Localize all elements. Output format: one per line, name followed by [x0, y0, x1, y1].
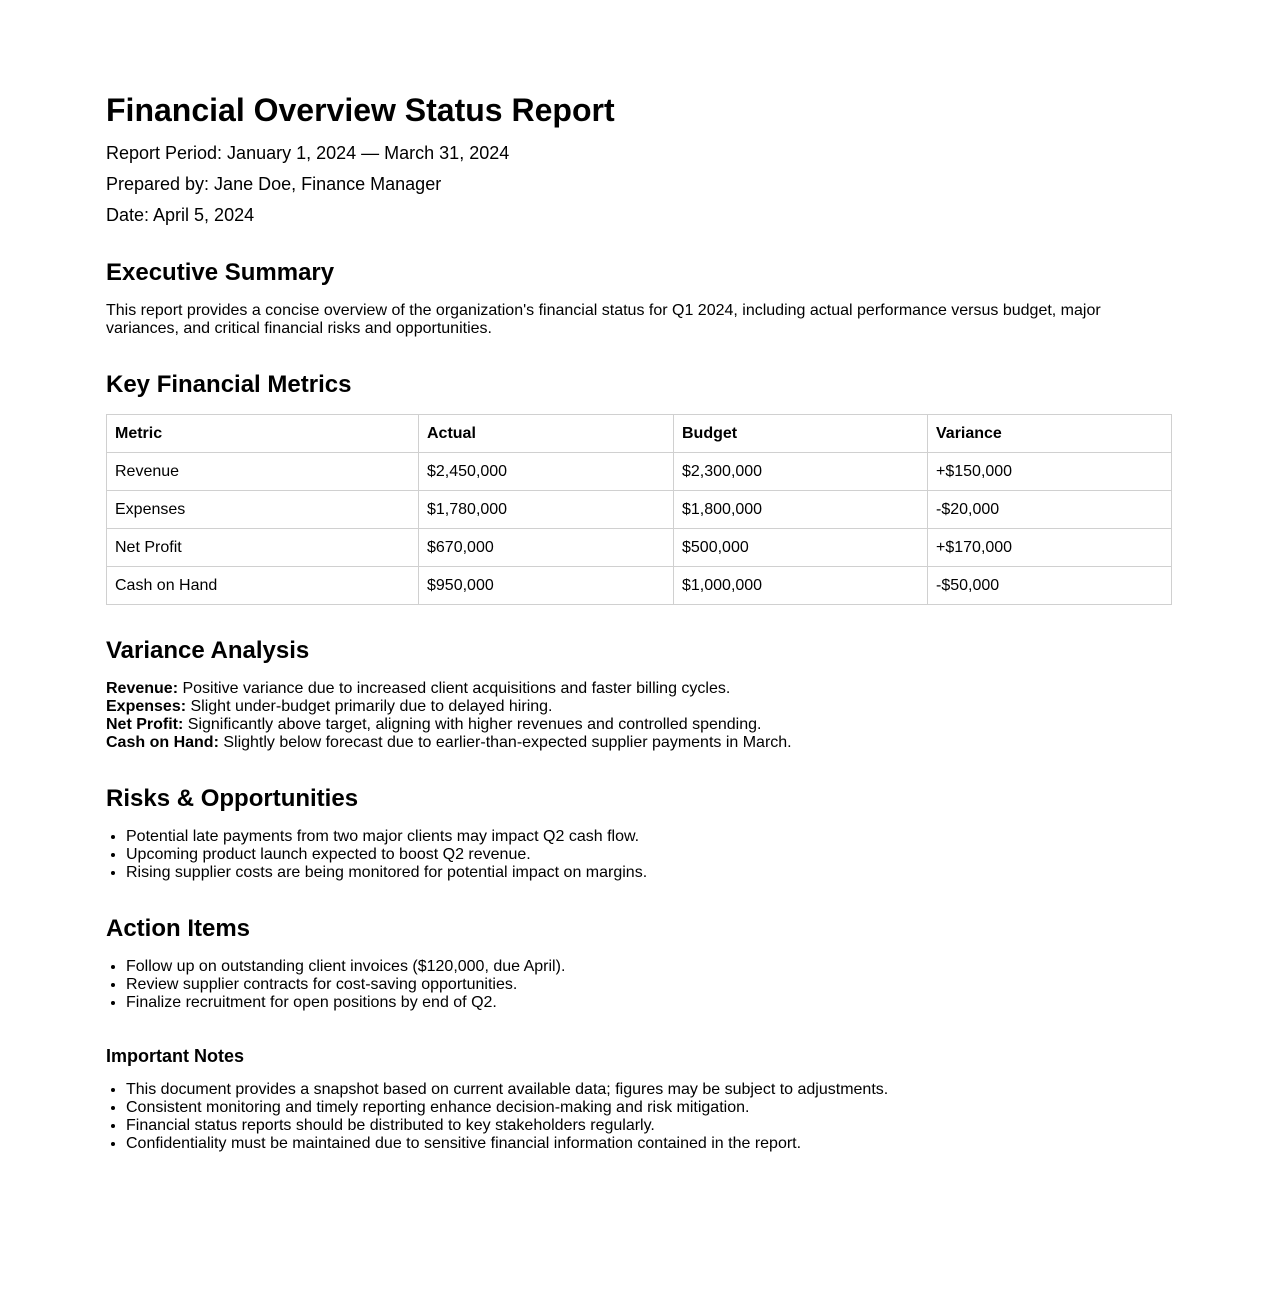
budget-cell: $1,000,000 [674, 567, 928, 605]
metric-name-cell: Net Profit [107, 529, 419, 567]
action-items-list [106, 958, 1172, 1012]
variance-item-revenue [106, 680, 1172, 698]
important-notes-section [106, 1045, 1172, 1153]
risks-opportunities-heading: Risks & Opportunities [106, 785, 359, 812]
variance-text: Significantly above target, aligning with higher revenues and controlled spending. [183, 716, 762, 733]
actual-cell: $950,000 [419, 567, 674, 605]
important-notes-list [106, 1081, 1172, 1153]
list-item: • Follow up on outstanding client invoices ($120,000, due April). [126, 958, 1172, 976]
metric-name-cell: Revenue [107, 453, 419, 491]
actual-cell: $1,780,000 [419, 491, 674, 529]
variance-analysis-section [106, 637, 1172, 752]
variance-label: Net Profit: [106, 716, 184, 733]
variance-cell: +$170,000 [928, 529, 1172, 567]
column-header-metric: Metric [107, 415, 419, 453]
executive-summary-heading: Executive Summary [106, 259, 335, 286]
list-item: • Consistent monitoring and timely reporting enhance decision-making and risk mitigation. [126, 1099, 1172, 1117]
column-header-budget: Budget [674, 415, 928, 453]
list-item: • Upcoming product launch expected to boost Q2 revenue. [126, 846, 1172, 864]
table-row [107, 567, 1172, 605]
list-item: • Review supplier contracts for cost-saving opportunities. [126, 976, 1172, 994]
variance-item-cash-on-hand [106, 734, 1172, 752]
actual-cell: $2,450,000 [419, 453, 674, 491]
risks-list [106, 828, 1172, 882]
metric-name-cell: Cash on Hand [107, 567, 419, 605]
report-date: Date: April 5, 2024 [106, 205, 255, 225]
table-row [107, 529, 1172, 567]
report-page [106, 0, 1172, 1153]
variance-label: Revenue: [106, 680, 179, 697]
list-item: • Rising supplier costs are being monitored for potential impact on margins. [126, 864, 1172, 882]
variance-item-net-profit [106, 716, 1172, 734]
table-row [107, 491, 1172, 529]
page-title: Financial Overview Status Report [106, 92, 615, 128]
variance-analysis-heading: Variance Analysis [106, 637, 310, 664]
key-metrics-section [106, 371, 1172, 605]
variance-text: Positive variance due to increased client acquisitions and faster billing cycles. [178, 680, 731, 697]
metrics-table [106, 414, 1172, 605]
budget-cell: $1,800,000 [674, 491, 928, 529]
variance-label: Cash on Hand: [106, 734, 219, 751]
action-items-section [106, 915, 1172, 1012]
actual-cell: $670,000 [419, 529, 674, 567]
budget-cell: $500,000 [674, 529, 928, 567]
table-row [107, 453, 1172, 491]
key-metrics-heading: Key Financial Metrics [106, 371, 352, 398]
important-notes-heading: Important Notes [106, 1046, 245, 1066]
variance-cell: -$50,000 [928, 567, 1172, 605]
report-period: Report Period: January 1, 2024 — March 31, 2024 [106, 143, 510, 163]
prepared-by: Prepared by: Jane Doe, Finance Manager [106, 174, 442, 194]
list-item: • Financial status reports should be distributed to key stakeholders regularly. [126, 1117, 1172, 1135]
variance-cell: +$150,000 [928, 453, 1172, 491]
list-item: • This document provides a snapshot based on current available data; figures may be subject to adjustments. [126, 1081, 1172, 1099]
variance-text: Slight under-budget primarily due to delayed hiring. [186, 698, 553, 715]
variance-item-expenses [106, 698, 1172, 716]
column-header-actual: Actual [419, 415, 674, 453]
column-header-variance: Variance [928, 415, 1172, 453]
variance-label: Expenses: [106, 698, 187, 715]
metrics-header-row [107, 415, 1172, 453]
executive-summary-section [106, 259, 1172, 338]
list-item: • Finalize recruitment for open positions by end of Q2. [126, 994, 1172, 1012]
risks-opportunities-section [106, 785, 1172, 882]
metric-name-cell: Expenses [107, 491, 419, 529]
action-items-heading: Action Items [106, 915, 251, 942]
executive-summary-text: This report provides a concise overview of the organization's financial status for Q1 2024, including actual performance versus budget, major variances, and critical financial risks and opportunities. [106, 302, 1101, 337]
list-item: • Potential late payments from two major clients may impact Q2 cash flow. [126, 828, 1172, 846]
variance-analysis-list [106, 680, 1172, 752]
variance-cell: -$20,000 [928, 491, 1172, 529]
budget-cell: $2,300,000 [674, 453, 928, 491]
variance-text: Slightly below forecast due to earlier-than-expected supplier payments in March. [218, 734, 792, 751]
list-item: • Confidentiality must be maintained due to sensitive financial information contained in the report. [126, 1135, 1172, 1153]
